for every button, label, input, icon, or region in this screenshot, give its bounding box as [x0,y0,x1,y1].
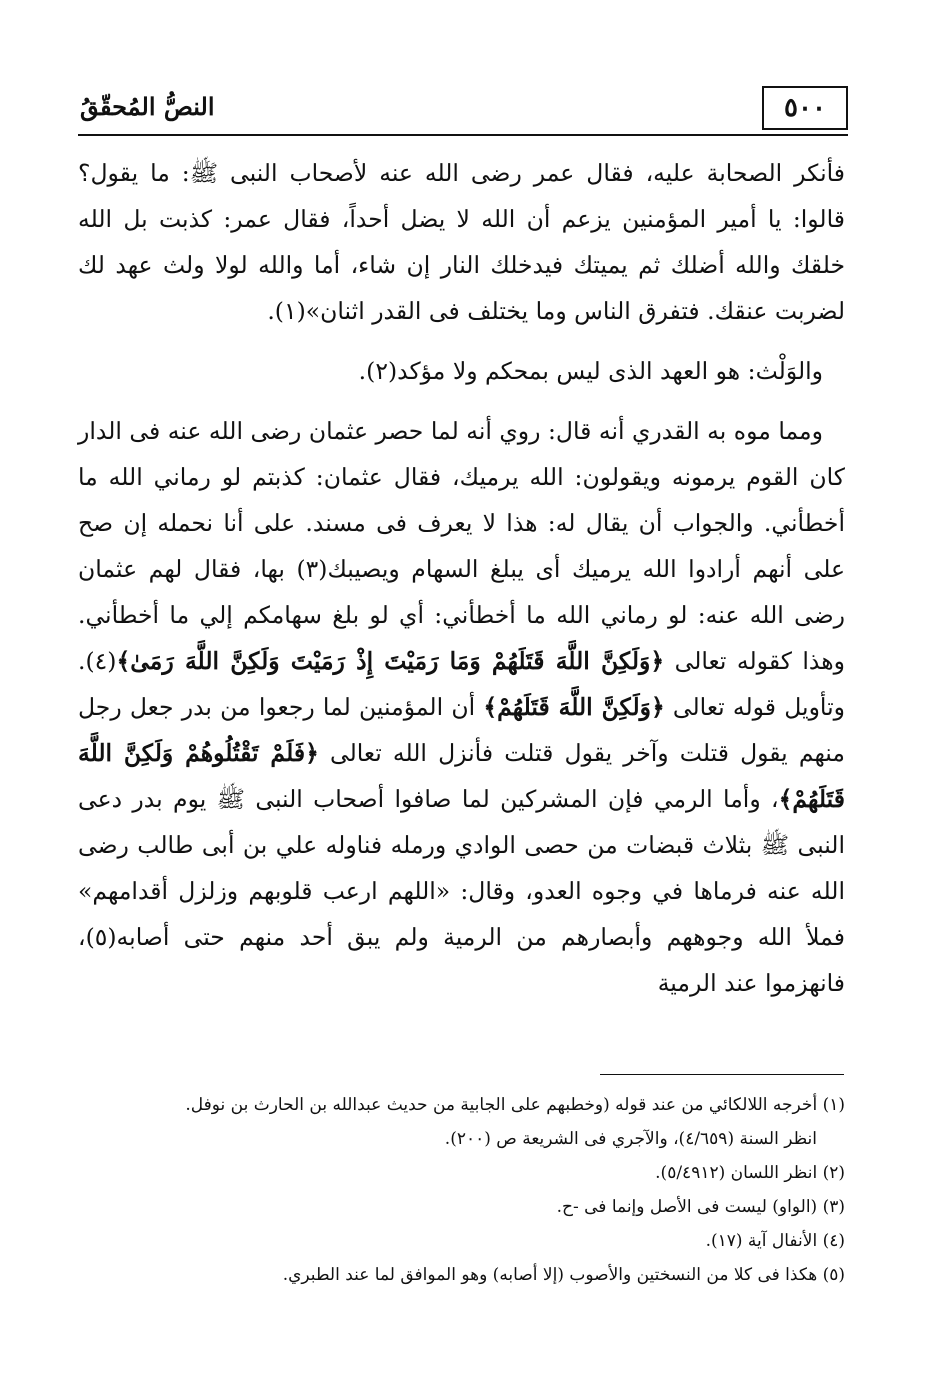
quran-verse-1: ﴿وَلَكِنَّ اللَّهَ قَتَلَهُمْ وَمَا رَمَيْتَ إِذْ رَمَيْتَ وَلَكِنَّ اللَّهَ رَمَىٰ﴾ [116,647,665,675]
quran-verse-2: ﴿وَلَكِنَّ اللَّهَ قَتَلَهُمْ﴾ [483,693,665,721]
paragraph-3 [78,408,845,1006]
footnote-4: (٤) الأنفال آية (١٧). [705,1231,845,1251]
running-title: النصُّ المُحقّقُ [80,92,215,121]
paragraph-3-text-b: (٤). وتأويل قوله تعالى [78,647,845,721]
paragraph-3-text-a: ومما موه به القدري أنه قال: روي أنه لما حصر عثمان رضى الله عنه فى الدار كان القوم يرمونه ويقولون: الله يرميك، فقال عثمان: كذبتم لو رماني الله ما أخطأني. والجواب أن يقال له: هذا لا يعرف فى مسند. على أنا نحمله إن صح على أنهم أرادوا الله يرميك أى يبلغ السهام ويصيبك(٣) بها، فقال لهم عثمان رضى الله عنه: لو رماني الله ما أخطأني: أي لو بلغ سهامكم إلي ما أخطأني. وهذا كقوله تعالى [78,417,845,675]
paragraph-1: فأنكر الصحابة عليه، فقال عمر رضى الله عنه لأصحاب النبى ﷺ: ما يقول؟ قالوا: يا أمير المؤمنين يزعم أن الله لا يضل أحداً، فقال عمر: كذبت بل الله خلقك والله أضلك ثم يميتك فيدخلك النار إن شاء، أما والله لولا ولث عهد لك لضربت عنقك. فتفرق الناس وما يختلف فى القدر اثنان»(١). [78,159,845,325]
footnote-2: (٢) انظر اللسان (٥/٤٩١٢). [655,1163,845,1183]
quran-verse-3: ﴿فَلَمْ تَقْتُلُوهُمْ وَلَكِنَّ اللَّهَ قَتَلَهُمْ﴾ [78,739,845,813]
paragraph-3-text-c: أن المؤمنين لما رجعوا من بدر جعل رجل منهم يقول قتلت وآخر يقول قتلت فأنزل الله تعالى [78,693,845,767]
header-rule [78,134,848,136]
footnotes [78,1088,845,1292]
paragraph-3-text-d: ، وأما الرمي فإن المشركين لما صافوا أصحاب النبى ﷺ يوم بدر دعى النبى ﷺ بثلاث قبضات من حصى الوادي ورمله فناوله علي بن أبى طالب رضى الله عنه فرماها في وجوه العدو، وقال: «اللهم ارعب قلوبهم وزلزل أقدامهم» فملأ الله وجوههم وأبصارهم من الرمية ولم يبق أحد منهم حتى أصابه(٥)، فانهزموا عند الرمية [78,785,845,997]
page-number: ٥٠٠ [762,86,848,130]
footnote-separator [600,1074,844,1075]
footnote-5: (٥) هكذا فى كلا من النسختين والأصوب (إلا أصابه) وهو الموافق لما عند الطبري. [282,1265,845,1285]
footnote-1: (١) أخرجه اللالكائي من عند قوله (وخطبهم على الجابية من حديث عبدالله بن الحارث بن نوفل. [185,1095,845,1115]
footnote-1-continuation: انظر السنة (٤/٦٥٩)، والآجري فى الشريعة ص (٢٠٠). [444,1129,817,1149]
paragraph-2: والوَلْث: هو العهد الذى ليس بمحكم ولا مؤكد(٢). [358,357,823,385]
main-text [78,150,845,1006]
footnote-3: (٣) (الواو) ليست فى الأصل وإنما فى -ح. [556,1197,845,1217]
page-header [78,80,848,132]
